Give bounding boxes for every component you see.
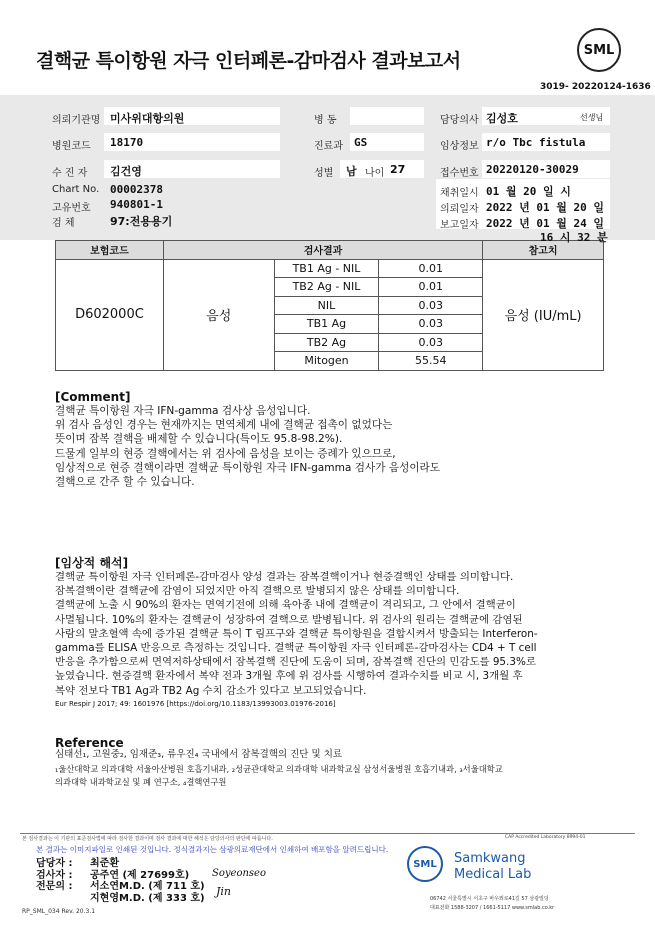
signature-2: Jin	[216, 885, 232, 898]
interpretation-line: 결핵균 특이항원 자극 인터페론-감마검사 양성 결과는 잠복결핵이거나 현증결핵인 상태를 의미합니다.	[55, 571, 514, 583]
row-value: 0.01	[379, 278, 483, 297]
row-name: Mitogen	[274, 352, 379, 371]
interpretation-body	[55, 570, 538, 710]
expert-1-value: 서소연M.D. (제 711 호)	[90, 881, 205, 892]
doc-id-1: 3019- 20220124-1636	[540, 82, 651, 92]
dept-value: GS	[354, 136, 368, 149]
signature-1: Soyeonseo	[212, 868, 266, 879]
results-table	[55, 240, 604, 371]
comment-line: 결핵균 특이항원 자극 IFN-gamma 검사상 음성입니다.	[55, 405, 311, 417]
interpretation-line: 복약 전보다 TB1 Ag과 TB2 Ag 수치 감소가 있다고 보고되었습니다.	[55, 684, 367, 697]
request-value: 2022 년 01 월 20 일	[486, 201, 604, 214]
expert-label: 전문의 :	[36, 881, 73, 892]
report-title: 결핵균 특이항원 자극 인터페론-감마검사 결과보고서	[36, 50, 461, 72]
chart-label: Chart No.	[52, 184, 100, 195]
interpretation-line: 반응을 추가함으로써 면역저하상태에서 잠복결핵 진단에 도움이 되며, 잠복결핵 진단의 민감도를 95.3%로	[55, 656, 536, 669]
tester-label: 검사자 :	[36, 870, 73, 881]
collect-value: 01 월 20 일 시	[486, 185, 571, 198]
doctor-suffix: 선생님	[580, 113, 604, 122]
hospital-code-label: 병원코드	[52, 141, 91, 152]
institution-label: 의뢰기관명	[52, 115, 101, 126]
reference-title: Reference	[55, 736, 124, 750]
dept-label: 진료과	[314, 141, 343, 152]
interpretation-line: gamma를 ELISA 반응으로 측정하는 것입니다. 결핵균 특이항원 자극 인터페론-감마검사는 CD4 + T cell	[55, 642, 537, 655]
clinical-value: r/o Tbc fistula	[486, 136, 586, 149]
row-value: 0.03	[379, 296, 483, 315]
row-value: 0.03	[379, 333, 483, 352]
patient-info-panel	[0, 95, 655, 240]
th-result: 검사결과	[163, 241, 482, 260]
insurance-code-cell: D602000C	[56, 259, 164, 370]
specimen-value: 97:전용용기	[110, 215, 173, 228]
reference-line-2: ₁울산대학교 의과대학 서울아산병원 호흡기내과, ₂성균관대학교 의과대학 내과학교실 삼성서울병원 호흡기내과, ₃서울대학교	[55, 764, 503, 774]
comment-line: 임상적으로 현증 결핵이라면 결핵균 특이항원 자극 IFN-gamma 검사가 음성이라도	[55, 461, 441, 474]
form-id: RP_SML_034 Rev. 20.3.1	[22, 908, 96, 915]
institution-value: 미사위대항의원	[110, 112, 185, 125]
interpretation-line: 결핵균에 노출 시 90%의 환자는 면역기전에 의해 육아종 내에 결핵균이 격리되고, 그 안에서 결핵균이	[55, 599, 516, 612]
brand-name-2: Medical Lab	[454, 867, 532, 882]
tester-value: 공주연 (제 27699호)	[90, 870, 190, 881]
interpretation-line: 높였습니다. 현증결핵 환자에서 복약 전과 3개월 후에 위 검사를 시행하여 결과수치를 비교 시, 3개월 후	[55, 670, 523, 683]
patient-value: 김건영	[110, 165, 142, 178]
row-name: TB1 Ag	[274, 315, 379, 334]
brand-logo-text: SML	[413, 858, 437, 870]
interpretation-line: 사멸됩니다. 10%의 환자는 결핵균이 성장하여 결핵으로 발병됩니다. 위 검사의 원리는 결핵균에 감염된	[55, 613, 523, 626]
report-label: 보고일자	[440, 220, 479, 231]
brand-contact: 대표전화 1588-3207 / 1661-5117 www.smlab.co.kr	[430, 905, 555, 911]
row-name: TB2 Ag	[274, 333, 379, 352]
brand-address: 06742 서울특별시 서초구 바우뫼로41길 57 삼광빌딩	[430, 896, 549, 902]
clinical-label: 임상정보	[440, 141, 479, 152]
report-time-value: 16 시 32 분	[540, 231, 608, 244]
charge-label: 담당자 :	[36, 858, 73, 869]
th-insurance-code: 보험코드	[56, 241, 164, 260]
footer-notice-small: 본 검사결과는 이 기관의 표준검사법에 따라 검사한 결과이며 검사 결과에 대한 해석은 담당의사의 판단에 따릅니다.	[22, 836, 273, 842]
request-label: 의뢰일자	[440, 204, 479, 215]
charge-value: 최준환	[90, 858, 119, 869]
row-value: 0.01	[379, 259, 483, 278]
doctor-value: 김성호	[486, 112, 518, 125]
comment-line: 뜻이며 잠복 결핵을 배제할 수 있습니다(특이도 95.8-98.2%).	[55, 433, 343, 446]
receipt-label: 접수번호	[440, 168, 479, 179]
comment-line: 결핵으로 간주 할 수 있습니다.	[55, 476, 195, 489]
cap-accreditation: CAP Accredited Laboratory 8994-01	[505, 835, 586, 840]
report-value: 2022 년 01 월 24 일	[486, 217, 604, 230]
interpretation-line: 사람의 말초혈액 속에 증가된 결핵균 특이 T 림프구와 결핵균 특이항원을 결합시켜서 방출되는 Interferon-	[55, 627, 538, 640]
table-header-row	[56, 241, 604, 260]
sex-value: 남	[346, 165, 357, 178]
row-name: TB1 Ag - NIL	[274, 259, 379, 278]
doctor-label: 담당의사	[440, 115, 479, 126]
interpretation-line: 잠복결핵이란 결핵균에 감염이 되었지만 아직 결핵으로 발병되지 않은 상태를 의미합니다.	[55, 585, 460, 598]
row-value: 55.54	[379, 352, 483, 371]
citation: Eur Respir J 2017; 49: 1601976 [https://doi.org/10.1183/13993003.01976-2016]	[55, 699, 336, 708]
table-row	[56, 259, 604, 278]
age-value: 27	[390, 163, 406, 176]
footer-notice: 본 결과는 이미지파일로 인쇄된 것입니다. 정식결과지는 삼광의료재단에서 인쇄하여 배포함을 알려드립니다.	[36, 845, 389, 854]
logo-text: SML	[583, 42, 615, 58]
comment-line: 위 검사 음성인 경우는 현재까지는 면역체계 내에 결핵균 접촉이 없었다는	[55, 419, 393, 432]
comment-body	[55, 404, 440, 489]
hospital-code-value: 18170	[110, 136, 144, 149]
age-label: 나이	[365, 168, 385, 179]
footer-divider	[20, 833, 635, 834]
chart-value: 00002378	[110, 183, 163, 196]
receipt-value: 20220120-30029	[486, 163, 579, 176]
collect-label: 채취일시	[440, 188, 479, 199]
unique-value: 940801-1	[110, 198, 163, 211]
expert-2-value: 지현영M.D. (제 333 호)	[90, 893, 205, 904]
row-name: NIL	[274, 296, 379, 315]
overall-result-cell: 음성	[163, 259, 274, 370]
brand-name-1: Samkwang	[454, 851, 526, 866]
reference-line-3: 의과대학 내과학교실 및 폐 연구소, ₄결핵연구원	[55, 777, 227, 787]
th-reference: 참고치	[483, 241, 604, 260]
patient-label: 수 진 자	[52, 168, 88, 179]
reference-authors: 심태선₁, 고원중₂, 임재준₃, 류우진₄ 국내에서 잠복결핵의 진단 및 치료	[55, 749, 343, 760]
brand-logo-icon	[407, 846, 443, 882]
sex-label: 성별	[314, 168, 334, 179]
reference-cell: 음성 (IU/mL)	[483, 259, 604, 370]
row-name: TB2 Ag - NIL	[274, 278, 379, 297]
row-value: 0.03	[379, 315, 483, 334]
unique-label: 고유번호	[52, 203, 91, 214]
sml-logo-icon	[577, 28, 621, 72]
specimen-label: 검 체	[52, 218, 75, 229]
interpretation-title: [임상적 해석]	[55, 556, 129, 570]
ward-label: 병 동	[314, 115, 337, 126]
comment-line: 드물게 일부의 현증 결핵에서는 위 검사에 음성을 보이는 증례가 있으므로,	[55, 447, 396, 460]
comment-title: [Comment]	[55, 390, 131, 404]
